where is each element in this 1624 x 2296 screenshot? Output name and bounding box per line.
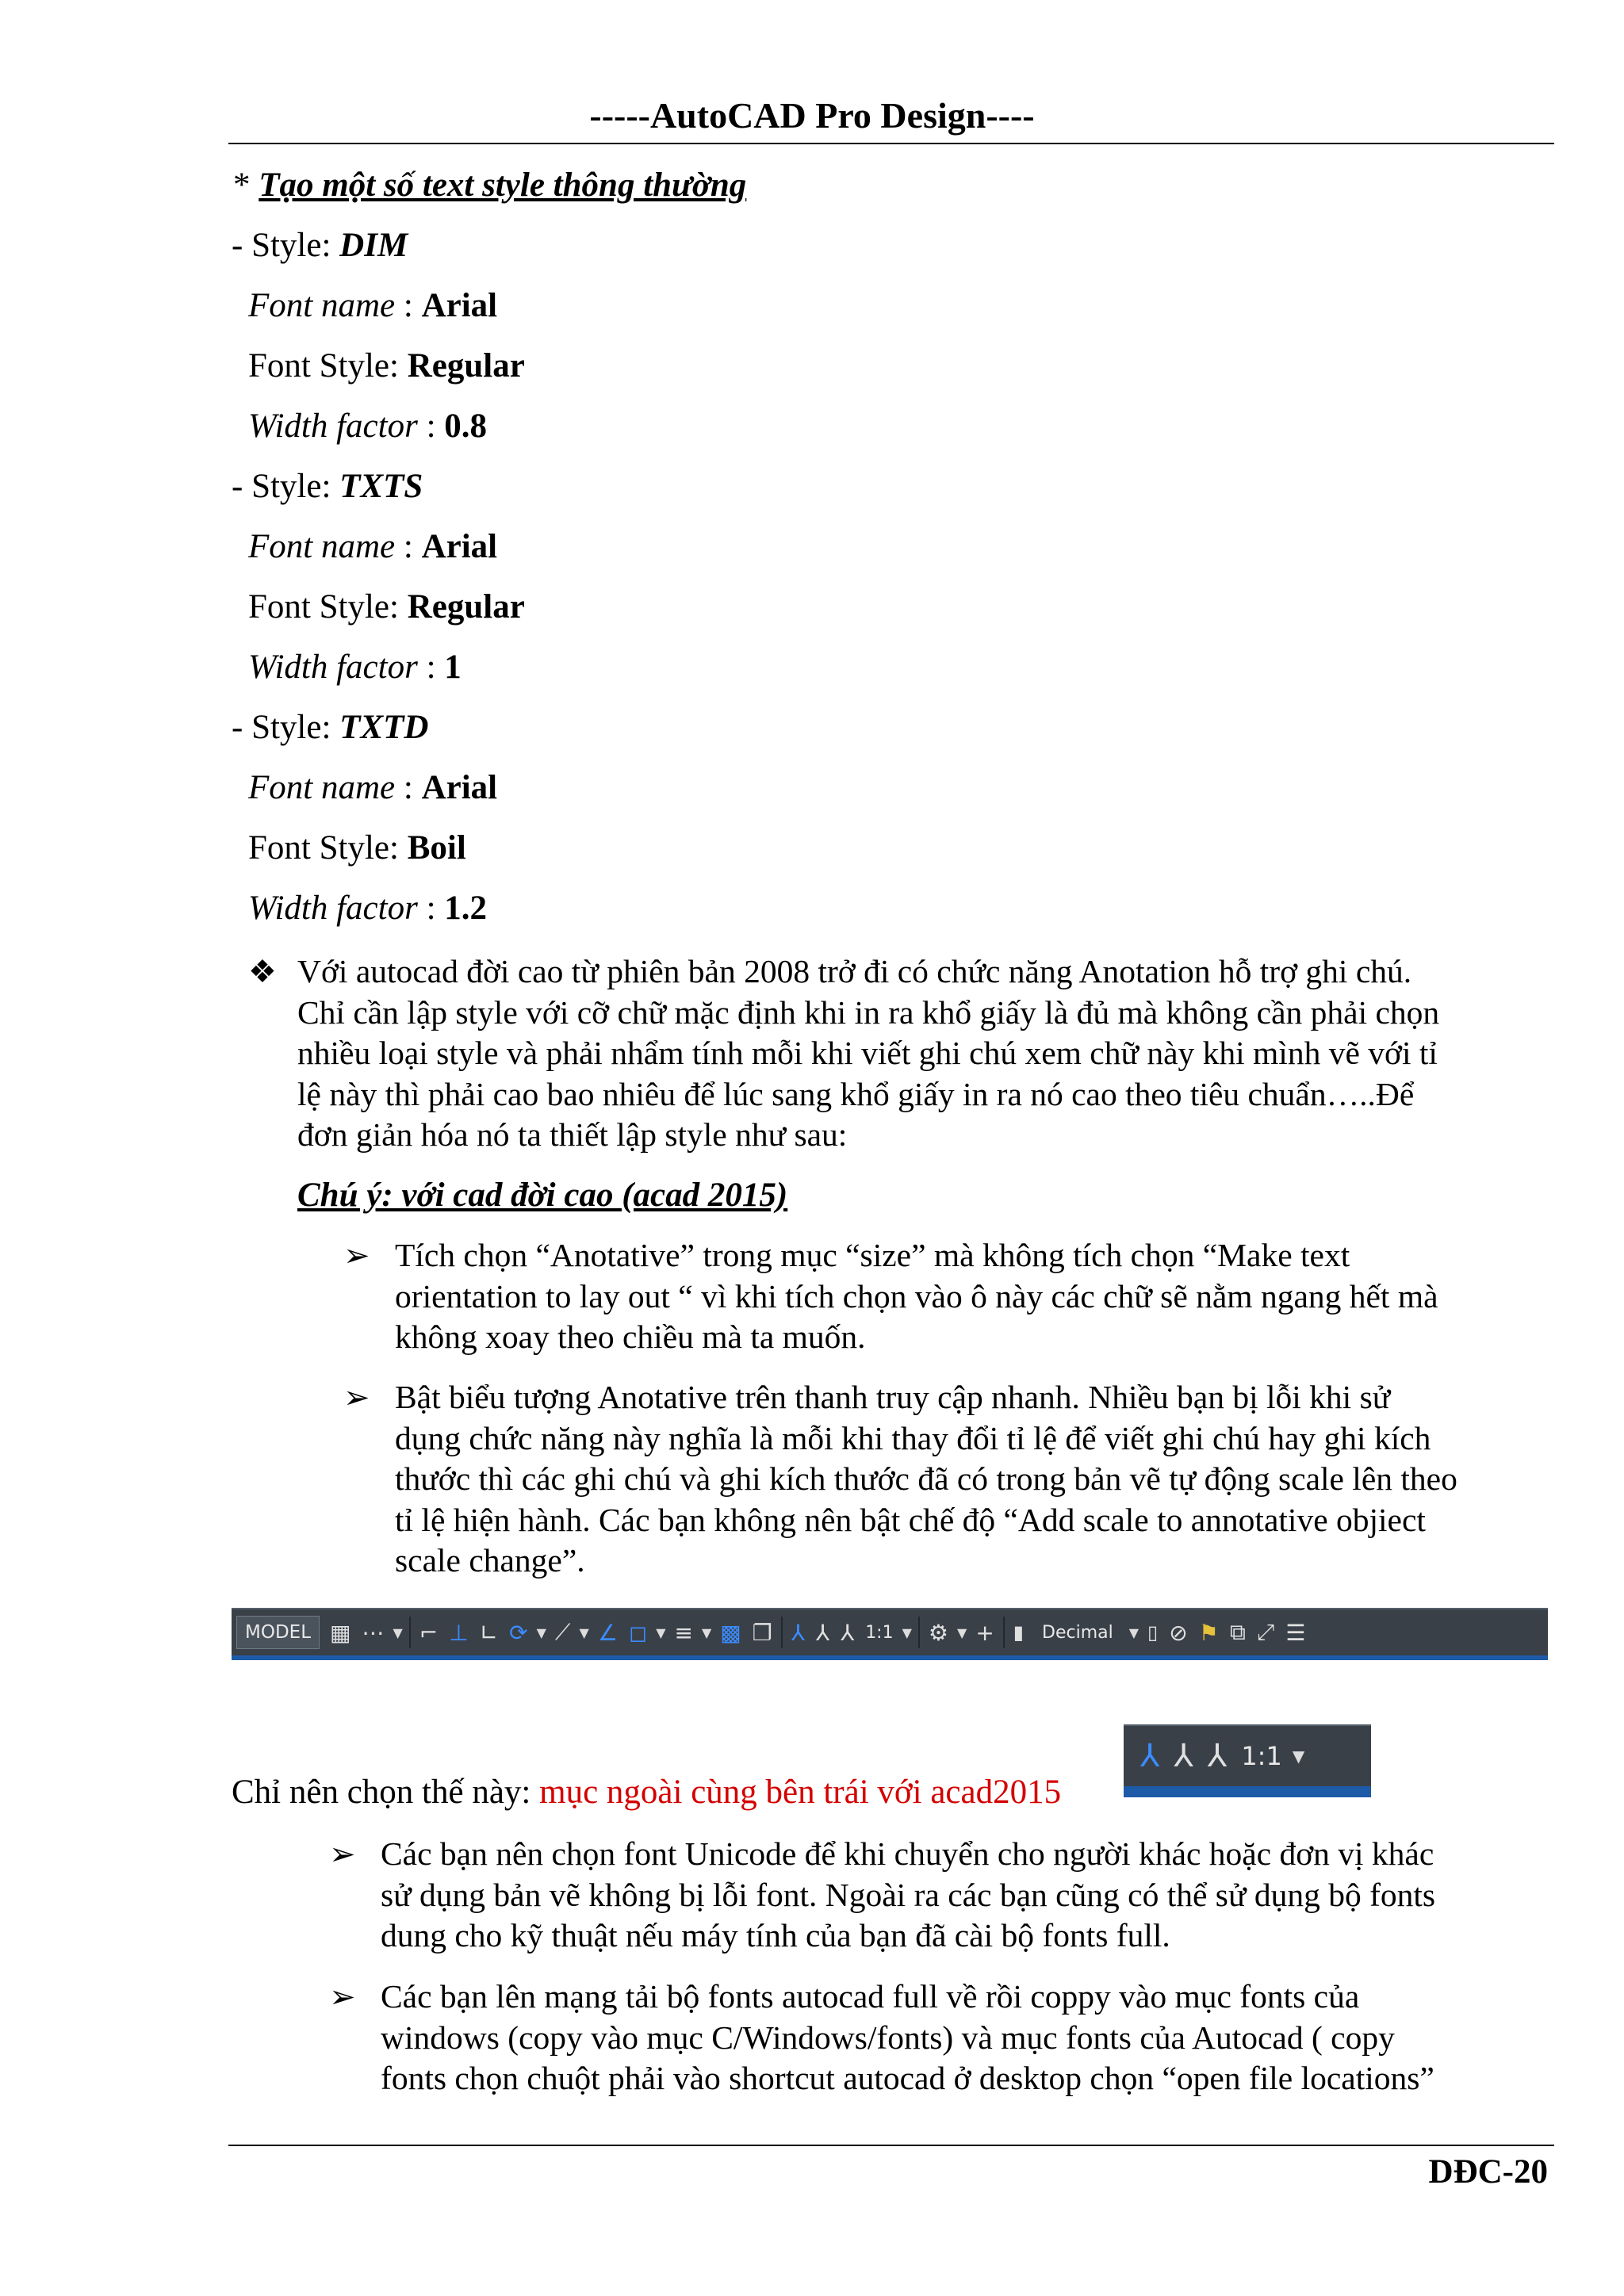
txts-width-factor: Width factor : 1 <box>248 649 462 686</box>
dim-width-factor: Width factor : 0.8 <box>248 408 488 445</box>
arrow-bullet-icon: ➢ <box>343 1238 370 1273</box>
chevron-down-icon[interactable]: ▼ <box>902 1624 912 1640</box>
section-heading-text: Tạo một số text style thông thường <box>259 166 747 204</box>
annotation-visibility-icon[interactable]: ⅄ <box>791 1619 805 1646</box>
customization-menu-icon[interactable]: ☰ <box>1285 1619 1306 1646</box>
txtd-font-style: Font Style: Boil <box>248 829 466 867</box>
section-star: * <box>233 166 251 204</box>
chevron-down-icon[interactable]: ▼ <box>1128 1624 1139 1640</box>
quick-properties-icon[interactable]: ▯ <box>1147 1621 1159 1644</box>
footer-rule <box>228 2145 1554 2146</box>
ortho-icon[interactable]: ∟ <box>479 1619 499 1646</box>
bullet-download-fonts: Các bạn lên mạng tải bộ fonts autocad full về rồi coppy vào mục fonts của windows (copy vào mục C/Windows/fonts) và mục fonts của Autocad ( copy fonts chọn chuột phải vào shortcut autocad ở desktop chọn “open file locations” <box>381 1978 1434 2096</box>
choose-line: Chỉ nên chọn thế này: mục ngoài cùng bên trái với acad2015 <box>232 1774 1062 1811</box>
autocad-status-bar <box>232 1608 1548 1655</box>
arrow-bullet-icon: ➢ <box>329 1836 356 1872</box>
units-value[interactable]: Decimal <box>1042 1622 1113 1643</box>
object-snap-icon[interactable]: ◻ <box>628 1619 648 1646</box>
grid-icon[interactable]: ▦ <box>330 1619 351 1646</box>
txtd-font-name: Font name : Arial <box>248 769 498 806</box>
bullet-unicode-font: Các bạn nên chọn font Unicode để khi chuyển cho người khác hoặc đơn vị khác sử dụng bản vẽ không bị lỗi font. Ngoài ra các bạn cũng có thể sử dụng bộ fonts dung cho kỹ thuật nếu máy tính của bạn đã cài bộ fonts full. <box>381 1835 1436 1954</box>
gear-icon[interactable]: ⚙ <box>928 1619 949 1646</box>
chevron-down-icon[interactable]: ▼ <box>393 1624 403 1640</box>
annotation-scale-value[interactable]: 1:1 <box>1241 1741 1282 1771</box>
bullet-anotative-check: Tích chọn “Anotative” trong mục “size” mà không tích chọn “Make text orientation to lay out “ vì khi tích chọn vào ô này các chữ sẽ nằm ngang hết mà không xoay theo chiều mà ta muốn. <box>395 1237 1438 1355</box>
object-snap-tracking-icon[interactable]: ∠ <box>597 1619 618 1646</box>
transparency-icon[interactable]: ▩ <box>720 1619 741 1646</box>
model-tab-button[interactable]: MODEL <box>236 1616 320 1649</box>
annotation-scale-value[interactable]: 1:1 <box>865 1622 894 1643</box>
style-dim-name: DIM <box>339 227 408 264</box>
style-txtd-name: TXTD <box>339 709 429 746</box>
chevron-down-icon[interactable]: ▼ <box>536 1624 546 1640</box>
fullscreen-icon[interactable]: ⤢ <box>1256 1619 1275 1645</box>
txts-font-name: Font name : Arial <box>248 528 498 565</box>
isolate-objects-icon[interactable]: ⊘ <box>1169 1619 1188 1646</box>
annotation-visibility-icon[interactable]: ⅄ <box>1140 1738 1160 1774</box>
choose-line-red-text: mục ngoài cùng bên trái với acad2015 <box>539 1774 1062 1811</box>
dynamic-input-icon[interactable]: ⊥ <box>449 1619 469 1646</box>
auto-scale-icon[interactable]: ⅄ <box>815 1619 830 1646</box>
style-txtd-line: - Style: TXTD <box>232 709 429 746</box>
chevron-down-icon[interactable]: ▼ <box>957 1624 967 1640</box>
arrow-bullet-icon: ➢ <box>343 1380 370 1415</box>
txtd-width-factor: Width factor : 1.2 <box>248 890 488 927</box>
snap-icon[interactable]: ⋯ <box>362 1619 385 1646</box>
dim-font-style: Font Style: Regular <box>248 347 525 385</box>
chevron-down-icon[interactable]: ▼ <box>579 1624 589 1640</box>
style-dim-line: - Style: DIM <box>232 227 408 264</box>
style-txts-line: - Style: TXTS <box>232 468 423 505</box>
header-rule <box>228 143 1554 144</box>
page-number: DĐC-20 <box>1428 2153 1548 2191</box>
txts-font-style: Font Style: Regular <box>248 588 525 626</box>
status-bar-bottom-edge <box>232 1655 1548 1660</box>
annotation-scale-icon[interactable]: ⅄ <box>841 1619 855 1646</box>
diamond-bullet-icon: ❖ <box>248 954 277 989</box>
annotation-paragraph: Với autocad đời cao từ phiên bản 2008 trở đi có chức năng Anotation hỗ trợ ghi chú. Chỉ cần lập style với cỡ chữ mặc định khi in ra khổ giấy là đủ mà không cần phải chọn nhiều loại style và phải nhẩm tính mỗi khi viết ghi chú xem chữ này khi mình vẽ với tỉ lệ này thì phải cao bao nhiêu để lúc sang khổ giấy in ra nó cao theo tiêu chuẩn…..Để đơn giản hóa nó ta thiết lập style như sau: <box>297 953 1440 1153</box>
isodraft-icon[interactable]: ⟋ <box>554 1619 571 1645</box>
section-heading <box>233 163 746 208</box>
bullet-anotative-toolbar: Bật biểu tượng Anotative trên thanh truy cập nhanh. Nhiều bạn bị lỗi khi sử dụng chức năng này nghĩa là mỗi khi thay đổi tỉ lệ để viết ghi chú hay ghi kích thước thì các ghi chú và ghi kích thước đã có trong bản vẽ tự động scale lên theo tỉ lệ hiện hành. Các bạn không nên bật chế độ “Add scale to annotative objiect scale change”. <box>395 1379 1457 1578</box>
annotation-toolbar-crop-bottom <box>1124 1786 1371 1797</box>
annotation-toolbar-crop <box>1124 1724 1371 1786</box>
lineweight-icon[interactable]: ≡ <box>674 1619 693 1646</box>
plus-icon[interactable]: + <box>975 1619 994 1646</box>
chevron-down-icon[interactable]: ▼ <box>1292 1747 1305 1766</box>
dim-font-name: Font name : Arial <box>248 287 498 324</box>
infer-constraints-icon[interactable]: ⌐ <box>419 1619 439 1646</box>
arrow-bullet-icon: ➢ <box>329 1979 356 2015</box>
note-heading: Chú ý: với cad đời cao (acad 2015) <box>297 1177 788 1214</box>
polar-tracking-icon[interactable]: ⟳ <box>509 1619 528 1646</box>
selection-cycling-icon[interactable]: ❐ <box>752 1619 772 1646</box>
style-txts-name: TXTS <box>339 468 423 505</box>
annotation-scale-icon[interactable]: ⅄ <box>1207 1738 1228 1774</box>
clean-screen-icon[interactable]: ⧉ <box>1229 1619 1246 1645</box>
chevron-down-icon[interactable]: ▼ <box>656 1624 666 1640</box>
auto-scale-icon[interactable]: ⅄ <box>1174 1738 1193 1774</box>
page-header-title: -----AutoCAD Pro Design---- <box>589 95 1035 136</box>
hardware-acceleration-icon[interactable]: ⚑ <box>1198 1619 1219 1646</box>
units-bar-icon: ▮ <box>1013 1621 1025 1644</box>
chevron-down-icon[interactable]: ▼ <box>701 1624 712 1640</box>
